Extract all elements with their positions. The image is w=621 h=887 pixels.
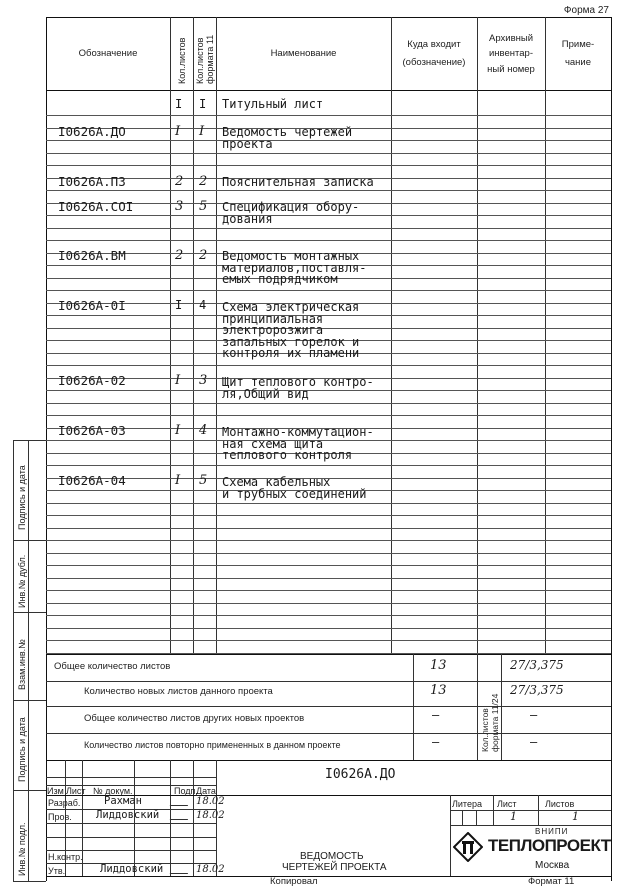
stamp-inv-podl: Инв.№ подл.	[17, 822, 27, 876]
header-archive-2: инвентар-	[489, 48, 533, 59]
header-where-2: (обозначение)	[402, 57, 466, 68]
row-a11: 2	[199, 174, 208, 189]
row-name: Монтажно-коммутацион- ная схема щита теплового контроля	[222, 425, 374, 462]
summary-reused-value: —	[432, 735, 440, 749]
signature-razrab	[170, 796, 193, 806]
summary-new-value: 13	[430, 683, 447, 698]
table-rule-line	[46, 603, 611, 604]
row-name: Пояснительная записка	[222, 175, 374, 189]
row-a11: 3	[199, 373, 208, 388]
table-rule-line	[46, 365, 611, 366]
header-where-1: Куда входит	[407, 39, 461, 50]
tb-doc-no: № докум.	[93, 786, 133, 796]
row-name: Щит теплового контро- ля,Общий вид	[222, 375, 374, 401]
row-a11: I	[199, 124, 205, 139]
header-name: Наименование	[270, 48, 337, 59]
row-sheets: I	[175, 473, 181, 488]
table-rule-line	[46, 503, 611, 504]
row-a11: 5	[199, 473, 208, 488]
table-rule-line	[46, 115, 611, 116]
row-sheets: I	[175, 373, 181, 388]
row-a11: 5	[199, 199, 208, 214]
header-sheets-a11-2: формата 11	[205, 34, 215, 84]
tb-title-1: ВЕДОМОСТЬ	[300, 851, 364, 862]
summary-other-value: —	[432, 708, 440, 722]
row-name: Ведомость чертежей проекта	[222, 125, 353, 151]
row-code: I0626А.ДО	[58, 124, 126, 139]
row-sheets: I	[175, 124, 181, 139]
tb-litera: Литера	[452, 799, 482, 809]
tb-prov-name: Лиддовский	[96, 809, 160, 821]
summary-total-a11: 27/3,375	[510, 658, 564, 672]
tb-nkontr-label: Н.контр.	[48, 852, 83, 862]
stamp-inv-dubl: Инв.№ дубл.	[17, 554, 27, 608]
header-note-2: чание	[564, 57, 592, 68]
row-name: Схема кабельных и трубных соединений	[222, 475, 367, 501]
table-rule-line	[46, 228, 611, 229]
table-rule-line	[46, 590, 611, 591]
stamp-podp-data-2: Подпись и дата	[17, 465, 27, 530]
tb-prov-label: Пров.	[48, 812, 72, 822]
tb-prov-date: 18.02	[196, 810, 225, 821]
summary-total-label: Общее количество листов	[54, 661, 171, 672]
row-code: I0626А-03	[58, 423, 126, 438]
header-archive-3: ный номер	[487, 64, 535, 75]
tb-podp: Подп.	[174, 786, 198, 796]
table-rule-line	[46, 553, 611, 554]
stamp-podp-data-1: Подпись и дата	[17, 717, 27, 782]
row-code: I0626А.СОI	[58, 199, 134, 214]
tb-izm: Изм	[47, 786, 64, 796]
tb-sheet: Лист	[497, 799, 517, 809]
table-rule-line	[46, 153, 611, 154]
tb-sheets: Листов	[545, 799, 575, 809]
table-rule-line	[46, 615, 611, 616]
org-name: ТЕПЛОПРОЕКТ	[488, 836, 611, 855]
row-a11: 4	[199, 298, 207, 312]
row-a11: 2	[199, 248, 208, 263]
tb-date: Дата	[196, 786, 216, 796]
header-archive-1: Архивный	[489, 33, 533, 44]
footer-format: Формат 11	[528, 876, 575, 887]
form-label: Форма 27	[563, 5, 609, 16]
org-small: ВНИПИ	[535, 827, 569, 836]
tb-sheets-value: 1	[572, 810, 579, 823]
table-rule-line	[46, 628, 611, 629]
header-sheets-count: Кол.листов	[177, 37, 187, 84]
row-code: I0626А-02	[58, 373, 126, 388]
tb-list: Лист	[66, 786, 86, 796]
tb-razrab-name: Рахман	[104, 795, 142, 807]
footer-copied: Копировал	[270, 876, 318, 887]
tb-utv-date: 18.02	[196, 864, 225, 875]
summary-side-label-2: формата 11/24	[490, 693, 500, 752]
table-rule-line	[46, 640, 611, 641]
org-city: Москва	[535, 860, 570, 871]
row-name: Титульный лист	[222, 97, 324, 111]
summary-other-label: Общее количество листов других новых проектов	[84, 713, 305, 724]
row-code: I0626А.ПЗ	[58, 174, 126, 189]
table-rule-line	[46, 290, 611, 291]
doc-code: I0626А.ДО	[325, 767, 396, 782]
table-rule-line	[46, 465, 611, 466]
tb-utv-name: Лиддовский	[100, 863, 164, 875]
header-designation: Обозначение	[78, 48, 138, 59]
summary-reused-label: Количество листов повторно примененных в данном проекте	[84, 740, 341, 750]
header-sheets-a11-1: Кол.листов	[195, 37, 205, 84]
row-sheets: 3	[175, 199, 184, 214]
summary-new-label: Количество новых листов данного проекта	[84, 686, 273, 697]
table-rule-line	[46, 403, 611, 404]
table-rule-line	[46, 653, 611, 654]
tb-sheet-value: 1	[510, 810, 517, 823]
signature-prov	[170, 810, 193, 820]
signature-utv	[170, 864, 193, 874]
row-name: Ведомость монтажных материалов,поставля- емых подрядчиком	[222, 249, 367, 286]
table-rule-line	[46, 578, 611, 579]
row-code: I0626А-0I	[58, 298, 126, 313]
tb-razrab-date: 18.02	[196, 796, 225, 807]
row-code: I0626А-04	[58, 473, 126, 488]
table-rule-line	[46, 528, 611, 529]
table-rule-line	[46, 415, 611, 416]
row-sheets: 2	[175, 174, 184, 189]
row-a11: 4	[199, 423, 208, 438]
row-a11: I	[199, 97, 207, 111]
header-note-1: Приме-	[561, 39, 595, 50]
row-sheets: I	[175, 423, 181, 438]
org-logo-icon	[453, 832, 483, 862]
stamp-vzam-inv: Взам.инв.№	[17, 639, 27, 690]
table-rule-line	[46, 240, 611, 241]
row-name: Спецификация обору- дования	[222, 200, 360, 226]
summary-new-a11: 27/3,375	[510, 683, 564, 697]
summary-total-value: 13	[430, 658, 447, 673]
tb-title-2: ЧЕРТЕЖЕЙ ПРОЕКТА	[282, 862, 387, 873]
table-rule-line	[46, 165, 611, 166]
row-sheets: 2	[175, 248, 184, 263]
tb-utv-label: Утв.	[48, 866, 66, 876]
row-sheets: I	[175, 298, 183, 312]
row-code: I0626А.ВМ	[58, 248, 126, 263]
table-rule-line	[46, 565, 611, 566]
summary-reused-a11: —	[530, 735, 538, 749]
tb-razrab-label: Разраб.	[48, 798, 81, 808]
table-rule-line	[46, 540, 611, 541]
table-rule-line	[46, 190, 611, 191]
summary-side-label-1: Кол.листов	[480, 708, 490, 752]
row-sheets: I	[175, 97, 183, 111]
summary-other-a11: —	[530, 708, 538, 722]
row-name: Схема электрическая принципиальная электророзжига запальных горелок и контроля их пламени	[222, 300, 360, 360]
table-rule-line	[46, 515, 611, 516]
